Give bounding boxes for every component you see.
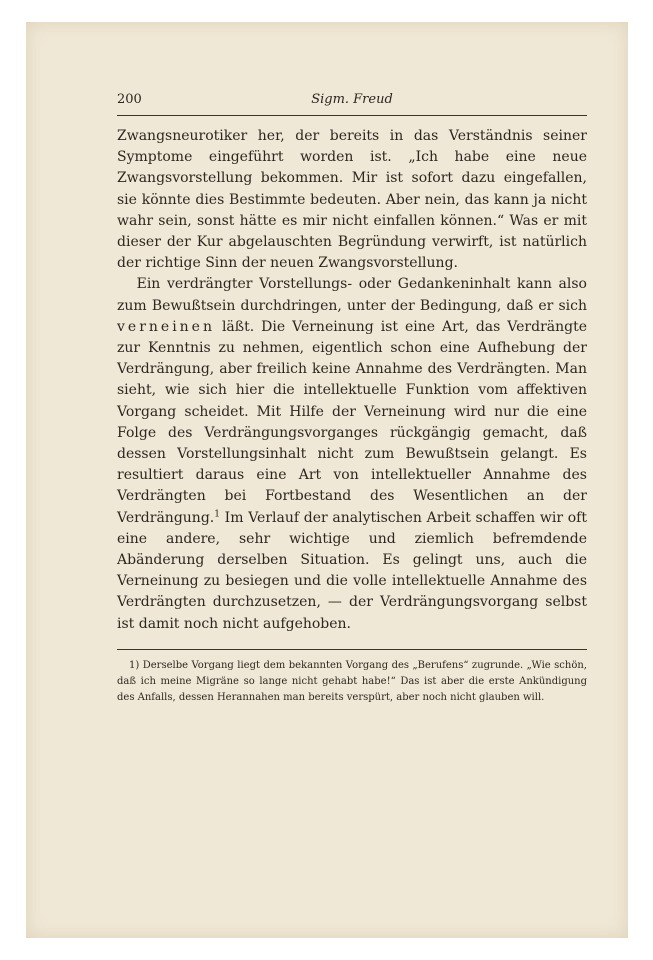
running-header bbox=[117, 92, 587, 112]
paragraph-2-end: Im Verlauf der analytischen Arbeit schaffen wir oft eine andere, sehr wichtige und ziemlich befremdende Abänderung derselben Situation. Es gelingt uns, auch die Verneinung zu besiegen und die volle intellektuelle Annahme des Verdrängten durchzusetzen, — der Verdrängungsvorgang selbst ist damit noch nicht aufgehoben. bbox=[117, 509, 587, 632]
footnote-reference: 1 bbox=[214, 509, 220, 519]
body-text bbox=[117, 126, 587, 635]
page-number: 200 bbox=[117, 92, 142, 107]
running-title: Sigm. Freud bbox=[311, 92, 393, 107]
paragraph-2-middle: läßt. Die Verneinung ist eine Art, das Verdrängte zur Kenntnis zu nehmen, eigentlich schon eine Aufhebung der Verdrängung, aber freilich keine Annahme des Verdrängten. Man sieht, wie sich hier die intellektuelle Funktion vom affektiven Vorgang scheidet. Mit Hilfe der Verneinung wird nur die eine Folge des Verdrängungsvorganges rückgängig gemacht, daß dessen Vorstellungsinhalt nicht zum Bewußtsein gelangt. Es resultiert daraus eine Art von intellektueller Annahme des Verdrängten bei Fortbestand des Wesentlichen an der Verdrängung. bbox=[117, 318, 587, 526]
paragraph-2-start: Ein verdrängter Vorstellungs- oder Gedankeninhalt kann also zum Bewußtsein durchdringen, unter der Bedingung, daß er sich bbox=[117, 276, 587, 314]
footnote: 1) Derselbe Vorgang liegt dem bekannten Vorgang des „Berufens“ zugrunde. „Wie schön, daß ich meine Migräne so lange nicht gehabt habe!“ Das ist aber die erste Ankündigung des Anfalls, dessen Herannahen man bereits verspürt, aber noch nicht glauben will. bbox=[117, 659, 587, 703]
page-content bbox=[117, 92, 587, 706]
paragraph-1: Zwangsneurotiker her, der bereits in das Verständnis seiner Symptome eingeführt worden ist. „Ich habe eine neue Zwangsvorstellung bekommen. Mir ist sofort dazu eingefallen, sie könnte dies Bestimmte bedeuten. Aber nein, das kann ja nicht wahr sein, sonst hätte es mir nicht einfallen können.“ Was er mit dieser der Kur abgelauschten Begründung verwirft, ist natürlich der richtige Sinn der neuen Zwangsvorstellung. bbox=[117, 128, 587, 272]
footnote-rule bbox=[117, 649, 587, 650]
header-rule bbox=[117, 115, 587, 116]
paragraph-2 bbox=[117, 274, 587, 634]
emphasized-word: verneinen bbox=[117, 318, 215, 335]
